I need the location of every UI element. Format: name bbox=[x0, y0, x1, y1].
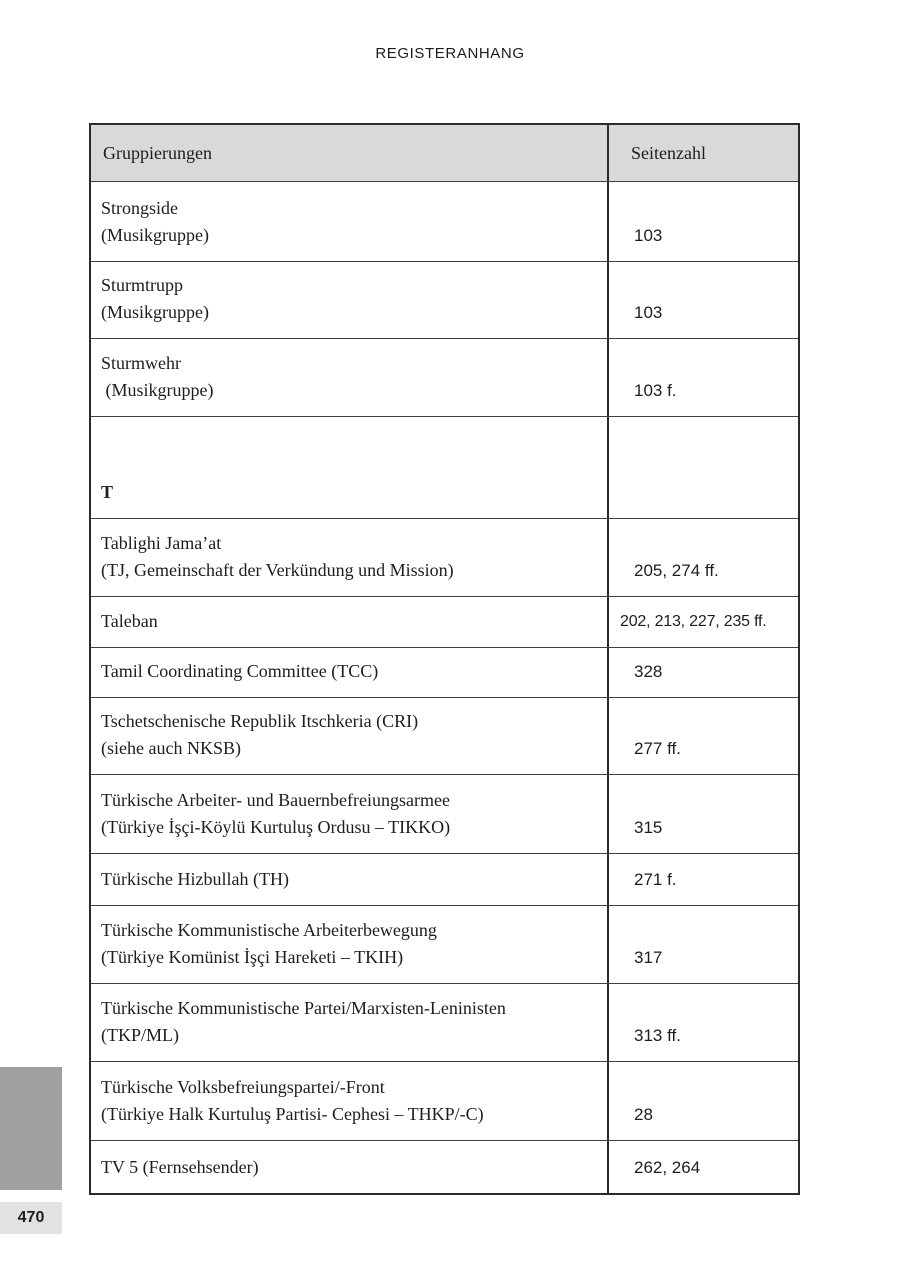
group-name-cell bbox=[91, 262, 609, 338]
table-row bbox=[91, 647, 798, 697]
page-number-cell bbox=[609, 984, 798, 1061]
page-heading: REGISTERANHANG bbox=[375, 45, 525, 62]
group-name-line: (Musikgruppe) bbox=[101, 225, 209, 245]
page-number-value: 205, 274 ff. bbox=[634, 561, 719, 580]
table-row bbox=[91, 596, 798, 647]
group-name-line: (Türkiye İşçi-Köylü Kurtuluş Ordusu – TIKKO) bbox=[101, 817, 451, 837]
table-row bbox=[91, 261, 798, 338]
page-number-value: 103 f. bbox=[634, 381, 677, 400]
group-name-line: Sturmtrupp bbox=[101, 275, 184, 295]
page-number-value: 262, 264 bbox=[634, 1158, 701, 1177]
group-name-line: T bbox=[101, 482, 114, 502]
group-name-line: TV 5 (Fernsehsender) bbox=[101, 1157, 259, 1177]
group-name-line: (Türkiye Halk Kurtuluş Partisi- Cephesi – THKP/-C) bbox=[101, 1104, 484, 1124]
page-number-cell bbox=[609, 417, 798, 518]
group-name-cell bbox=[91, 1062, 609, 1140]
page-number-cell bbox=[609, 339, 798, 416]
group-name-line: Tamil Coordinating Committee (TCC) bbox=[101, 661, 379, 681]
page-number-cell bbox=[609, 182, 798, 261]
page-number-value: 103 bbox=[634, 226, 663, 245]
page-number-cell bbox=[609, 1062, 798, 1140]
group-name-cell bbox=[91, 597, 609, 647]
table-row bbox=[91, 518, 798, 596]
page-number-cell bbox=[609, 648, 798, 697]
group-name-line: Türkische Kommunistische Partei/Marxisten-Leninisten bbox=[101, 998, 506, 1018]
table-row bbox=[91, 1140, 798, 1193]
page-number-value: 313 ff. bbox=[634, 1026, 681, 1045]
table-row bbox=[91, 983, 798, 1061]
table-row bbox=[91, 1061, 798, 1140]
group-name-cell bbox=[91, 417, 609, 518]
group-name-line: Taleban bbox=[101, 611, 158, 631]
table-row bbox=[91, 338, 798, 416]
margin-tab-block bbox=[0, 1067, 62, 1190]
group-name-cell bbox=[91, 519, 609, 596]
table-row bbox=[91, 181, 798, 261]
register-table bbox=[89, 123, 800, 1195]
table-row bbox=[91, 416, 798, 518]
page-number-cell bbox=[609, 519, 798, 596]
group-name-cell bbox=[91, 854, 609, 905]
group-name-cell bbox=[91, 182, 609, 261]
group-name-line: (Musikgruppe) bbox=[101, 380, 214, 400]
page-number-cell bbox=[609, 698, 798, 774]
table-row bbox=[91, 774, 798, 853]
group-name-line: (TJ, Gemeinschaft der Verkündung und Mission) bbox=[101, 560, 454, 580]
page-number-value: 317 bbox=[634, 948, 663, 967]
page-number-value: 271 f. bbox=[634, 870, 677, 889]
group-name-line: Türkische Kommunistische Arbeiterbewegung bbox=[101, 920, 437, 940]
group-name-cell bbox=[91, 339, 609, 416]
group-name-line: (Türkiye Komünist İşçi Hareketi – TKIH) bbox=[101, 947, 404, 967]
group-name-line: Tablighi Jama’at bbox=[101, 533, 222, 553]
page-number-value: 28 bbox=[634, 1105, 653, 1124]
group-name-line: Tschetschenische Republik Itschkeria (CRI) bbox=[101, 711, 419, 731]
column-header-seitenzahl: Seitenzahl bbox=[631, 142, 706, 163]
page-number-cell bbox=[609, 1141, 798, 1193]
page-number-cell bbox=[609, 262, 798, 338]
group-name-cell bbox=[91, 775, 609, 853]
page-number-value: 315 bbox=[634, 818, 663, 837]
group-name-cell bbox=[91, 1141, 609, 1193]
group-name-line: Türkische Hizbullah (TH) bbox=[101, 869, 289, 889]
table-row bbox=[91, 697, 798, 774]
group-name-line: (TKP/ML) bbox=[101, 1025, 179, 1045]
group-name-cell bbox=[91, 984, 609, 1061]
page-number-value: 103 bbox=[634, 303, 663, 322]
table-row bbox=[91, 905, 798, 983]
column-header-gruppierungen: Gruppierungen bbox=[91, 125, 609, 181]
table-body bbox=[91, 181, 798, 1193]
group-name-line: Türkische Volksbefreiungspartei/-Front bbox=[101, 1077, 385, 1097]
group-name-line: (Musikgruppe) bbox=[101, 302, 209, 322]
group-name-cell bbox=[91, 906, 609, 983]
page-number-cell bbox=[609, 854, 798, 905]
table-header-row bbox=[91, 125, 798, 181]
table-row bbox=[91, 853, 798, 905]
page-number: 470 bbox=[17, 1209, 45, 1226]
page-number-cell bbox=[609, 906, 798, 983]
page-number-value: 277 ff. bbox=[634, 739, 681, 758]
page-number-value: 202, 213, 227, 235 ff. bbox=[620, 613, 767, 630]
group-name-line: Sturmwehr bbox=[101, 353, 181, 373]
group-name-cell bbox=[91, 698, 609, 774]
page-number-cell bbox=[609, 775, 798, 853]
page-number-cell bbox=[609, 597, 798, 647]
page-number-strip bbox=[0, 1202, 62, 1234]
group-name-line: (siehe auch NKSB) bbox=[101, 738, 241, 758]
group-name-line: Türkische Arbeiter- und Bauernbefreiungsarmee bbox=[101, 790, 450, 810]
group-name-cell bbox=[91, 648, 609, 697]
page-number-value: 328 bbox=[634, 662, 663, 681]
group-name-line: Strongside bbox=[101, 198, 179, 218]
